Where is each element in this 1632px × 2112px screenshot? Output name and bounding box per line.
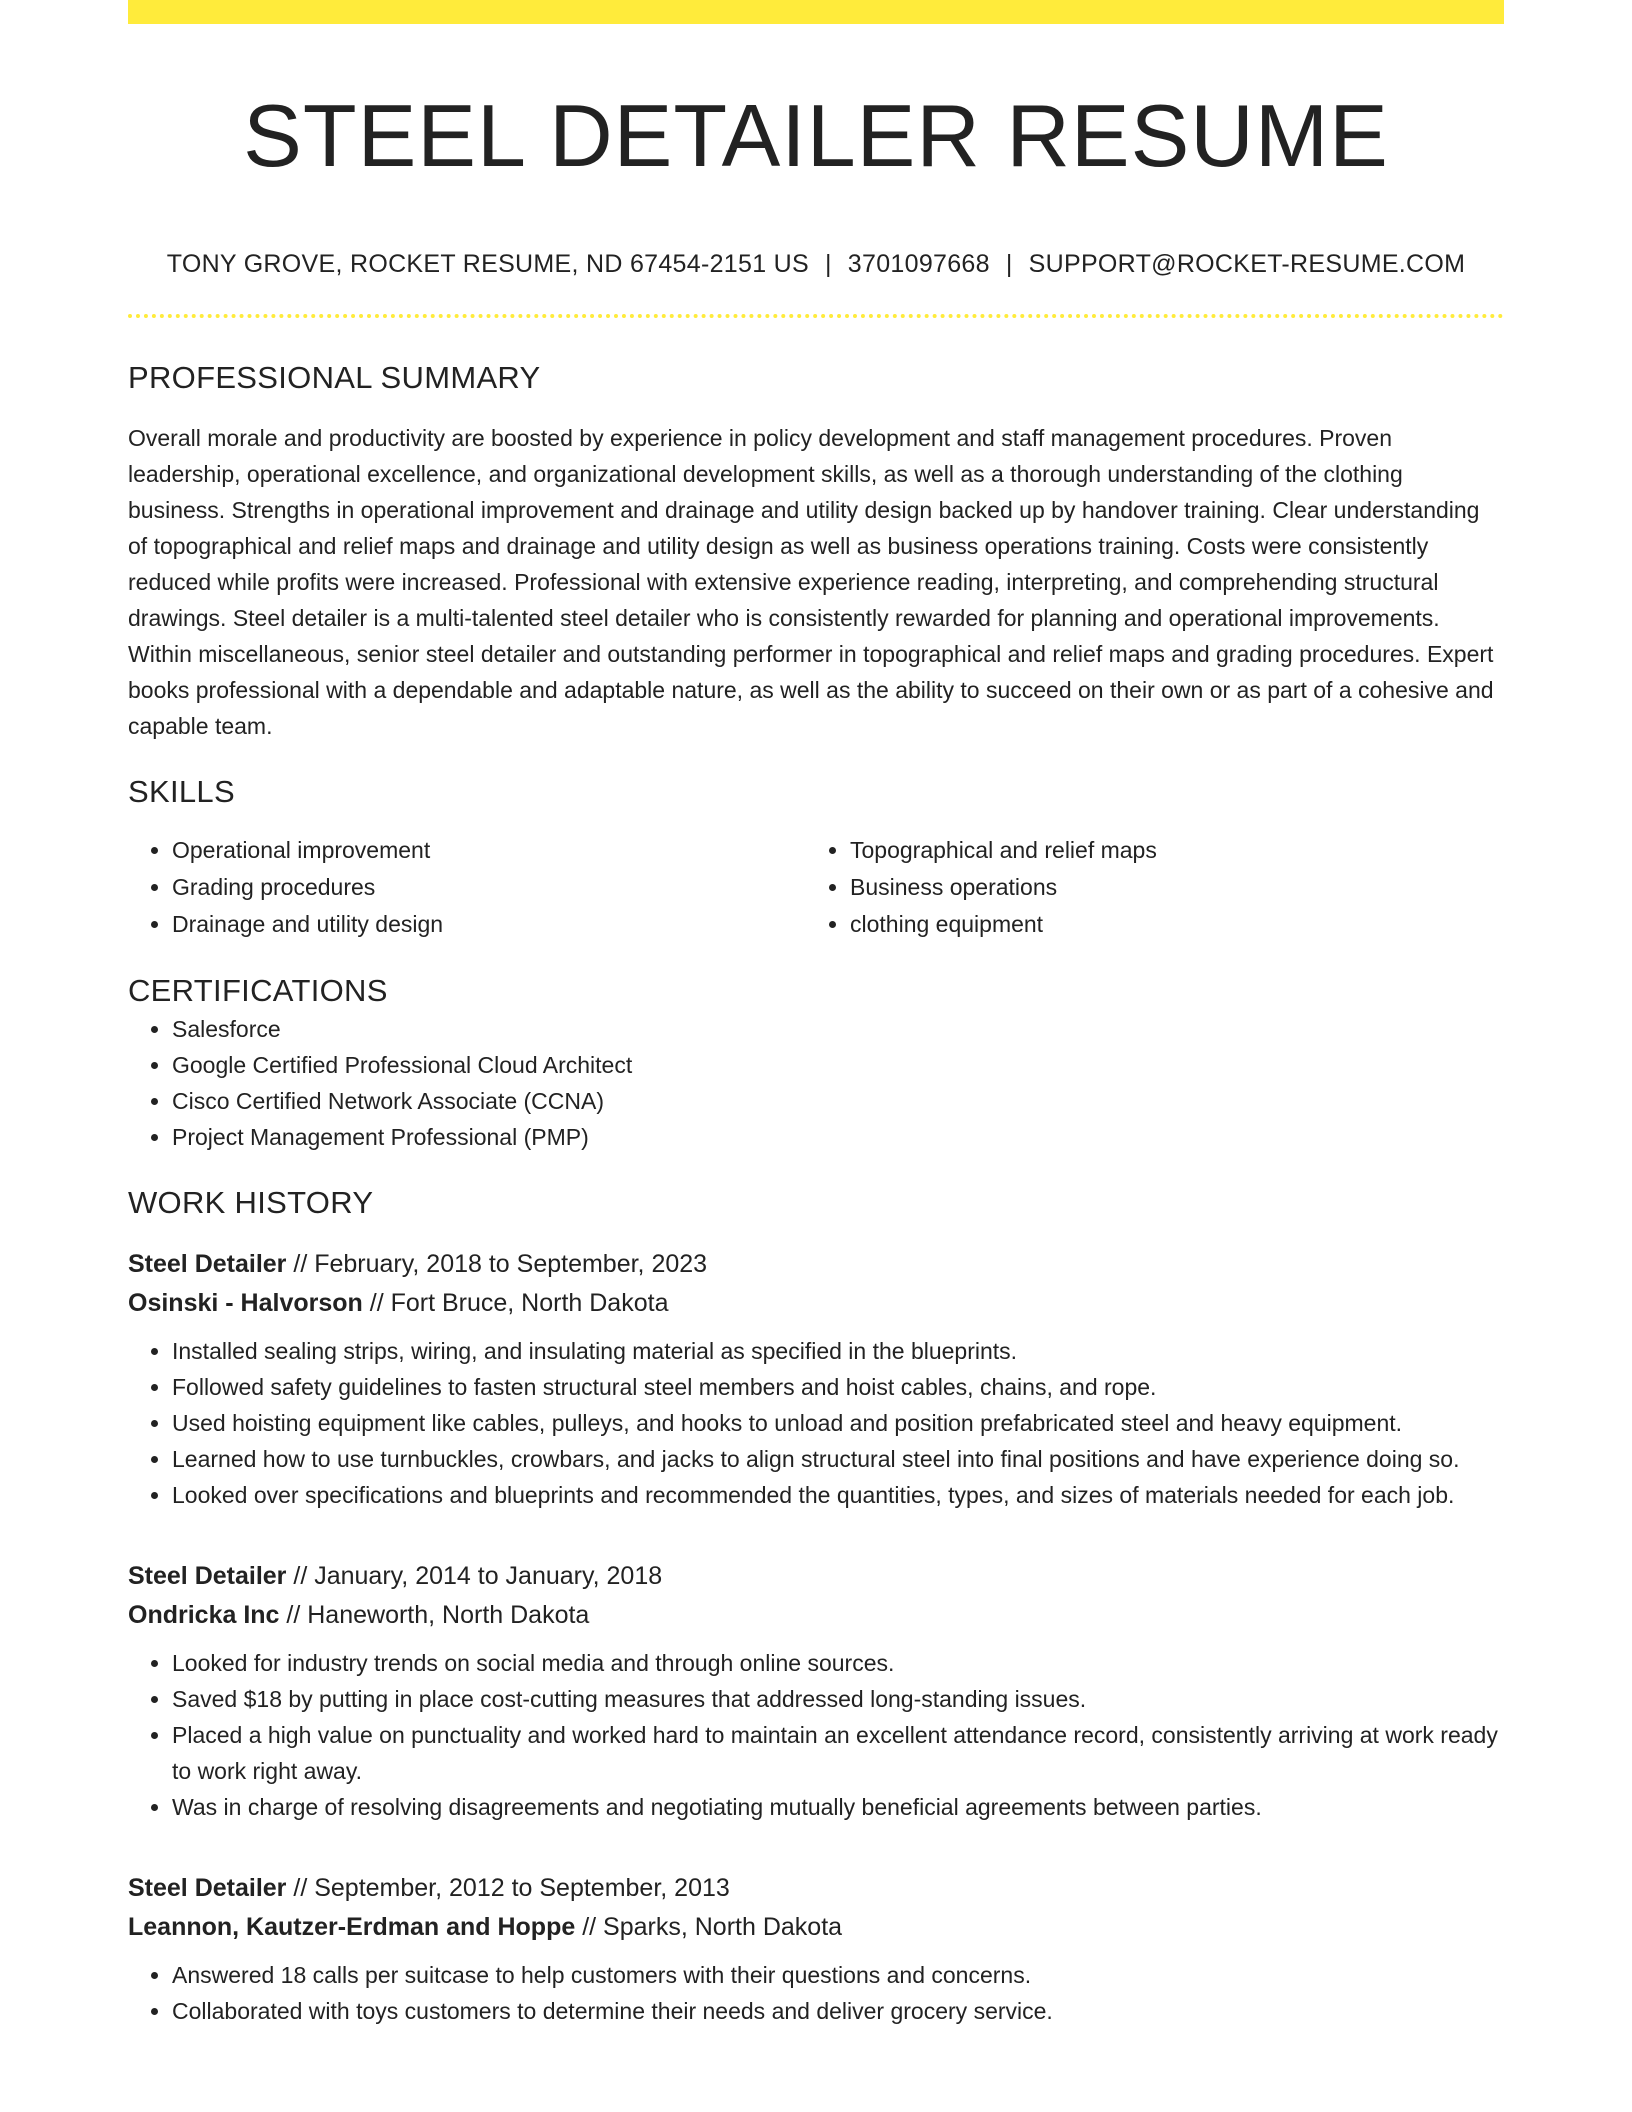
job-duty-item: • Answered 18 calls per suitcase to help customers with their questions and concerns. xyxy=(172,1957,1504,1993)
certifications-heading: CERTIFICATIONS xyxy=(128,973,388,1008)
job-company: Leannon, Kautzer-Erdman and Hoppe xyxy=(128,1913,576,1941)
skill-item: • clothing equipment xyxy=(850,906,1484,942)
skill-item: • Drainage and utility design xyxy=(172,906,806,942)
job-duty-item: • Was in charge of resolving disagreements and negotiating mutually beneficial agreements between parties. xyxy=(172,1789,1504,1825)
skill-item: • Topographical and relief maps xyxy=(850,832,1484,868)
certification-item: • Project Management Professional (PMP) xyxy=(172,1119,1504,1155)
skill-item: • Operational improvement xyxy=(172,832,806,868)
contact-separator: | xyxy=(1005,250,1013,278)
job-duty-item: • Looked for industry trends on social media and through online sources. xyxy=(172,1645,1504,1681)
job-duty-item: • Placed a high value on punctuality and worked hard to maintain an excellent attendance record, consistently arriving at work ready to work right away. xyxy=(172,1717,1504,1789)
skill-item: • Business operations xyxy=(850,869,1484,905)
certification-item: • Salesforce xyxy=(172,1011,1504,1047)
certification-item: • Cisco Certified Network Associate (CCNA) xyxy=(172,1083,1504,1119)
work-history-heading: WORK HISTORY xyxy=(128,1185,374,1220)
resume-title: STEEL DETAILER RESUME xyxy=(243,86,1389,185)
job-dates: // January, 2014 to January, 2018 xyxy=(293,1562,663,1590)
skill-item: • Grading procedures xyxy=(172,869,806,905)
job-title-line xyxy=(128,1869,1504,1908)
job-location: // Haneworth, North Dakota xyxy=(286,1601,590,1629)
job-company-line xyxy=(128,1284,1504,1323)
summary-heading: PROFESSIONAL SUMMARY xyxy=(128,360,541,395)
job-duties-list xyxy=(128,1957,1504,2029)
job-company: Osinski - Halvorson xyxy=(128,1289,363,1317)
job-location: // Fort Bruce, North Dakota xyxy=(369,1289,669,1317)
job-duty-item: • Saved $18 by putting in place cost-cutting measures that addressed long-standing issues. xyxy=(172,1681,1504,1717)
job-company-line xyxy=(128,1908,1504,1947)
resume-content xyxy=(128,24,1504,2029)
job-duty-item: • Installed sealing strips, wiring, and insulating material as specified in the blueprints. xyxy=(172,1333,1504,1369)
skills-list-right xyxy=(806,832,1484,942)
job-duty-item: • Collaborated with toys customers to determine their needs and deliver grocery service. xyxy=(172,1993,1504,2029)
top-accent-bar xyxy=(128,0,1504,24)
job-entry xyxy=(128,1245,1504,1513)
contact-phone: 3701097668 xyxy=(847,250,990,278)
job-title: Steel Detailer xyxy=(128,1250,287,1278)
skills-heading: SKILLS xyxy=(128,774,235,809)
job-location: // Sparks, North Dakota xyxy=(582,1913,843,1941)
contact-info xyxy=(128,248,1504,280)
summary-text: Overall morale and productivity are boosted by experience in policy development and staff management procedures. Proven leadership, operational excellence, and organizational development skills, as well as a thorough understanding of the clothing business. Strengths in operational improvement and drainage and utility design backed up by handover training. Clear understanding of topographical and relief maps and drainage and utility design as well as business operations training. Costs were consistently reduced while profits were increased. Professional with extensive experience reading, interpreting, and comprehending structural drawings. Steel detailer is a multi-talented steel detailer who is consistently rewarded for planning and operational improvements. Within miscellaneous, senior steel detailer and outstanding performer in topographical and relief maps and grading procedures. Expert books professional with a dependable and adaptable nature, as well as the ability to succeed on their own or as part of a cohesive and capable team. xyxy=(128,425,1494,739)
certification-item: • Google Certified Professional Cloud Architect xyxy=(172,1047,1504,1083)
contact-email: SUPPORT@ROCKET-RESUME.COM xyxy=(1028,250,1466,278)
skills-column-left xyxy=(128,832,806,943)
job-duty-item: • Followed safety guidelines to fasten structural steel members and hoist cables, chains, and rope. xyxy=(172,1369,1504,1405)
certifications-list xyxy=(128,1011,1504,1155)
contact-separator: | xyxy=(825,250,832,278)
job-company-line xyxy=(128,1596,1504,1635)
job-duty-item: • Learned how to use turnbuckles, crowbars, and jacks to align structural steel into final positions and have experience doing so. xyxy=(172,1441,1504,1477)
skills-list-left xyxy=(128,832,806,942)
job-dates: // September, 2012 to September, 2013 xyxy=(293,1874,730,1902)
dotted-divider xyxy=(128,314,1504,318)
job-entry xyxy=(128,1557,1504,1825)
skills-grid xyxy=(128,832,1504,943)
job-title-line xyxy=(128,1557,1504,1596)
job-dates: // February, 2018 to September, 2023 xyxy=(293,1250,708,1278)
contact-address: TONY GROVE, ROCKET RESUME, ND 67454-2151 US xyxy=(166,250,809,278)
job-duties-list xyxy=(128,1333,1504,1513)
job-title-line xyxy=(128,1245,1504,1284)
job-duties-list xyxy=(128,1645,1504,1825)
skills-column-right xyxy=(806,832,1484,943)
job-duty-item: • Looked over specifications and blueprints and recommended the quantities, types, and sizes of materials needed for each job. xyxy=(172,1477,1504,1513)
job-company: Ondricka Inc xyxy=(128,1601,280,1629)
job-title: Steel Detailer xyxy=(128,1874,287,1902)
job-title: Steel Detailer xyxy=(128,1562,287,1590)
job-duty-item: • Used hoisting equipment like cables, pulleys, and hooks to unload and position prefabricated steel and heavy equipment. xyxy=(172,1405,1504,1441)
job-entry xyxy=(128,1869,1504,2029)
